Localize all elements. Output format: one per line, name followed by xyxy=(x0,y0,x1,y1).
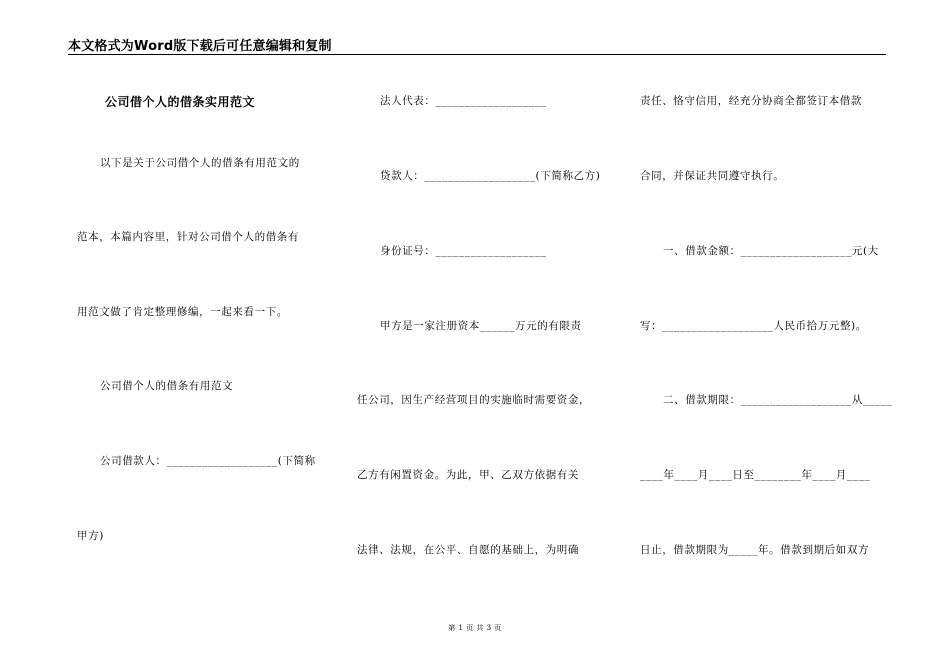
body-line: 二、借款期限：___________________从_____ xyxy=(663,394,893,406)
body-line: 日止，借款期限为_____年。借款到期后如双方 xyxy=(640,544,870,556)
body-line: 法人代表：___________________ xyxy=(380,95,547,107)
body-line: 甲方) xyxy=(77,530,104,542)
body-line: 公司借款人：___________________(下简称 xyxy=(100,455,316,467)
body-line: 以下是关于公司借个人的借条有用范文的 xyxy=(100,157,300,169)
body-line: 写：___________________人民币拾万元整)。 xyxy=(640,320,867,332)
document-title: 公司借个人的借条实用范文 xyxy=(105,95,256,109)
body-line: 贷款人：___________________(下简称乙方) xyxy=(380,170,601,182)
page-number: 第 1 页 共 3 页 xyxy=(448,624,502,632)
body-line: 乙方有闲置资金。为此，甲、乙双方依据有关 xyxy=(357,469,579,481)
document-header: 本文格式为Word版下载后可任意编辑和复制 xyxy=(68,39,332,54)
body-line: 一、借款金额：___________________元(大 xyxy=(663,245,879,257)
body-line: 法律、法规，在公平、自愿的基础上，为明确 xyxy=(357,544,579,556)
body-line: 范本，本篇内容里，针对公司借个人的借条有 xyxy=(77,231,299,243)
body-line: 合同，并保证共同遵守执行。 xyxy=(640,170,785,182)
body-line: 任公司，因生产经营项目的实施临时需要资金， xyxy=(357,394,591,406)
body-line: ____年____月____日至________年____月____ xyxy=(640,469,871,481)
body-line: 责任、恪守信用，经充分协商全都签订本借款 xyxy=(640,95,862,107)
body-line: 用范文做了肯定整理修编，一起来看一下。 xyxy=(77,306,288,318)
header-divider xyxy=(68,54,886,55)
section-heading: 公司借个人的借条有用范文 xyxy=(100,380,234,392)
body-line: 身份证号：___________________ xyxy=(380,245,547,257)
body-line: 甲方是一家注册资本______万元的有限责 xyxy=(380,320,582,332)
